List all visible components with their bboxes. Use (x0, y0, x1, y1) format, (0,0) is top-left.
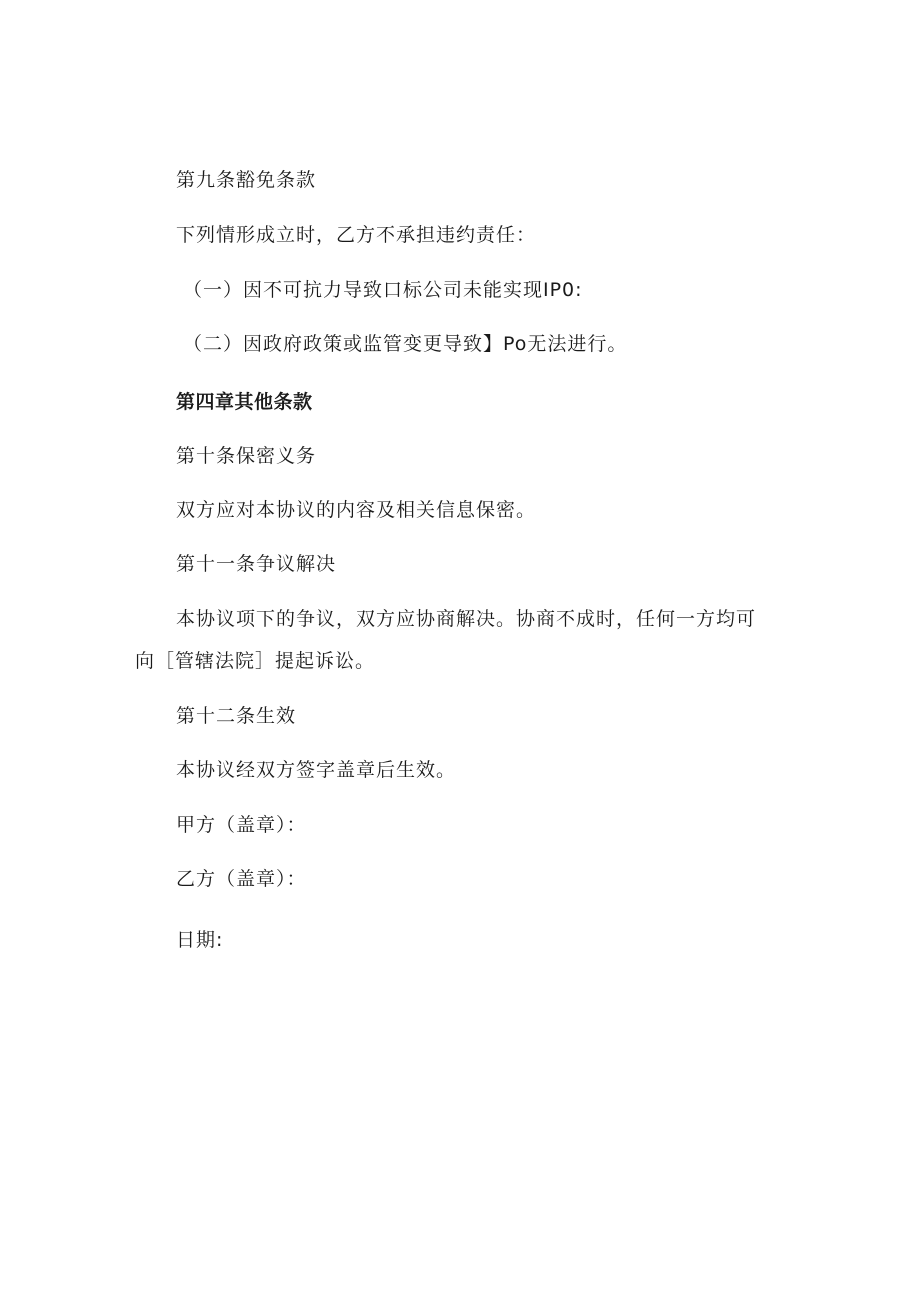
article-12-heading: 第十二条生效 (176, 705, 297, 727)
party-b-seal-label: 乙方（盖章）： (176, 868, 307, 890)
article-9-item-2: （二）因政府政策或监管变更导致】Po无法进行。 (183, 333, 628, 355)
article-9-heading: 第九条豁免条款 (176, 169, 317, 191)
article-11-heading: 第十一条争议解决 (176, 553, 337, 575)
party-a-seal-label: 甲方（盖章）： (176, 814, 307, 836)
chapter-4-heading: 第四章其他条款 (176, 391, 313, 413)
article-10-body: 双方应对本协议的内容及相关信息保密。 (176, 499, 537, 521)
article-9-intro: 下列情形成立时，乙方不承担违约责任： (176, 224, 537, 246)
article-11-body-line-1: 本协议项下的争议，双方应协商解决。协商不成时，任何一方均可 (176, 608, 757, 630)
date-label: 日期: (176, 929, 224, 951)
article-9-item-1: （一）因不可抗力导致口标公司未能实现IP0: (183, 279, 583, 301)
article-12-body: 本协议经双方签字盖章后生效。 (176, 759, 457, 781)
article-10-heading: 第十条保密义务 (176, 445, 317, 467)
article-11-body-line-2: 向［管辖法院］提起诉讼。 (135, 650, 376, 672)
